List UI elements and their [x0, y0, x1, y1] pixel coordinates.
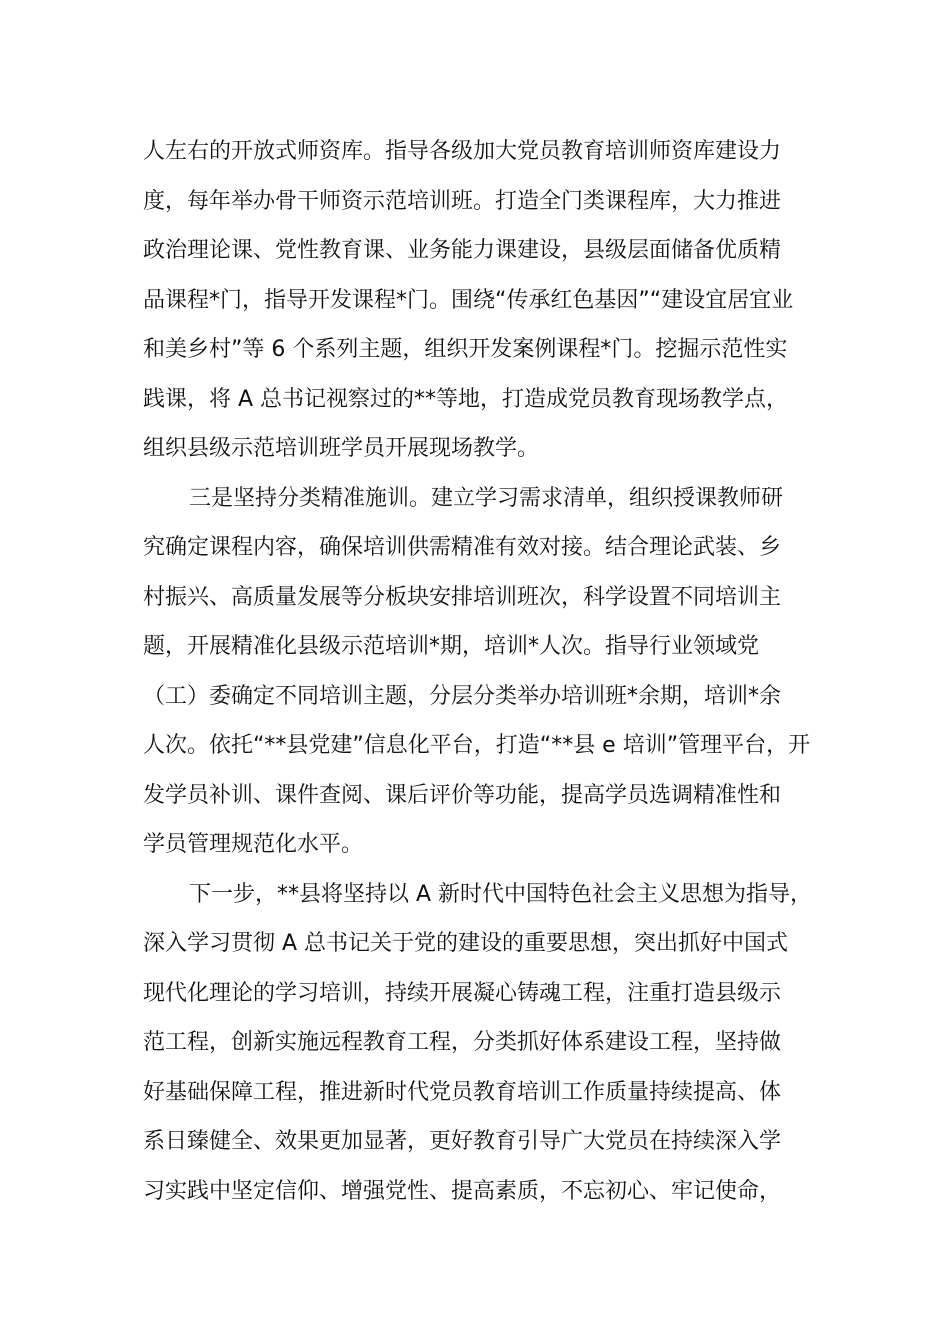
- text-line: 村振兴、高质量发展等分板块安排培训班次，科学设置不同培训主: [143, 584, 782, 610]
- paragraph-start-line: 三是坚持分类精准施训。建立学习需求清单，组织授课教师研: [189, 485, 784, 511]
- text-line: 践课，将 A 总书记视察过的**等地，打造成党员教育现场教学点，: [143, 386, 789, 412]
- body-text: [143, 127, 823, 1216]
- text-line: 组织县级示范培训班学员开展现场教学。: [143, 436, 540, 461]
- text-line: 品课程*门，指导开发课程*门。围绕“传承红色基因”“建设宜居宜业: [143, 287, 794, 313]
- text-line: 究确定课程内容，确保培训供需精准有效对接。结合理论武装、乡: [143, 535, 782, 560]
- text-line: 学员管理规范化水平。: [143, 832, 364, 857]
- text-line: 人左右的开放式师资库。指导各级加大党员教育培训师资库建设力: [143, 139, 782, 164]
- text-line: 发学员补训、课件查阅、课后评价等功能，提高学员选调精准性和: [143, 782, 782, 808]
- text-line: 题，开展精准化县级示范培训*期，培训*人次。指导行业领域党: [143, 634, 760, 659]
- text-line: 政治理论课、党性教育课、业务能力课建设，县级层面储备优质精: [143, 238, 782, 263]
- text-line: 好基础保障工程，推进新时代党员教育培训工作质量持续提高、体: [143, 1079, 782, 1105]
- text-line: 度，每年举办骨干师资示范培训班。打造全门类课程库，大力推进: [143, 188, 782, 214]
- text-line: 人次。依托“**县党建”信息化平台，打造“**县 e 培训”管理平台，开: [143, 733, 811, 758]
- text-line: 范工程，创新实施远程教育工程，分类抓好体系建设工程，坚持做: [143, 1030, 782, 1055]
- text-line: 习实践中坚定信仰、增强党性、提高素质，不忘初心、牢记使命，: [143, 1178, 782, 1204]
- text-line: 深入学习贯彻 A 总书记关于党的建设的重要思想，突出抓好中国式: [143, 931, 789, 956]
- paragraph-start-line: 下一步，**县将坚持以 A 新时代中国特色社会主义思想为指导，: [189, 881, 813, 907]
- text-line: 系日臻健全、效果更加显著，更好教育引导广大党员在持续深入学: [143, 1129, 782, 1154]
- text-line: 现代化理论的学习培训，持续开展凝心铸魂工程，注重打造县级示: [143, 980, 782, 1006]
- text-line: 和美乡村”等 6 个系列主题，组织开发案例课程*门。挖掘示范性实: [143, 337, 788, 362]
- text-line: （工）委确定不同培训主题，分层分类举办培训班*余期，培训*余: [143, 683, 782, 709]
